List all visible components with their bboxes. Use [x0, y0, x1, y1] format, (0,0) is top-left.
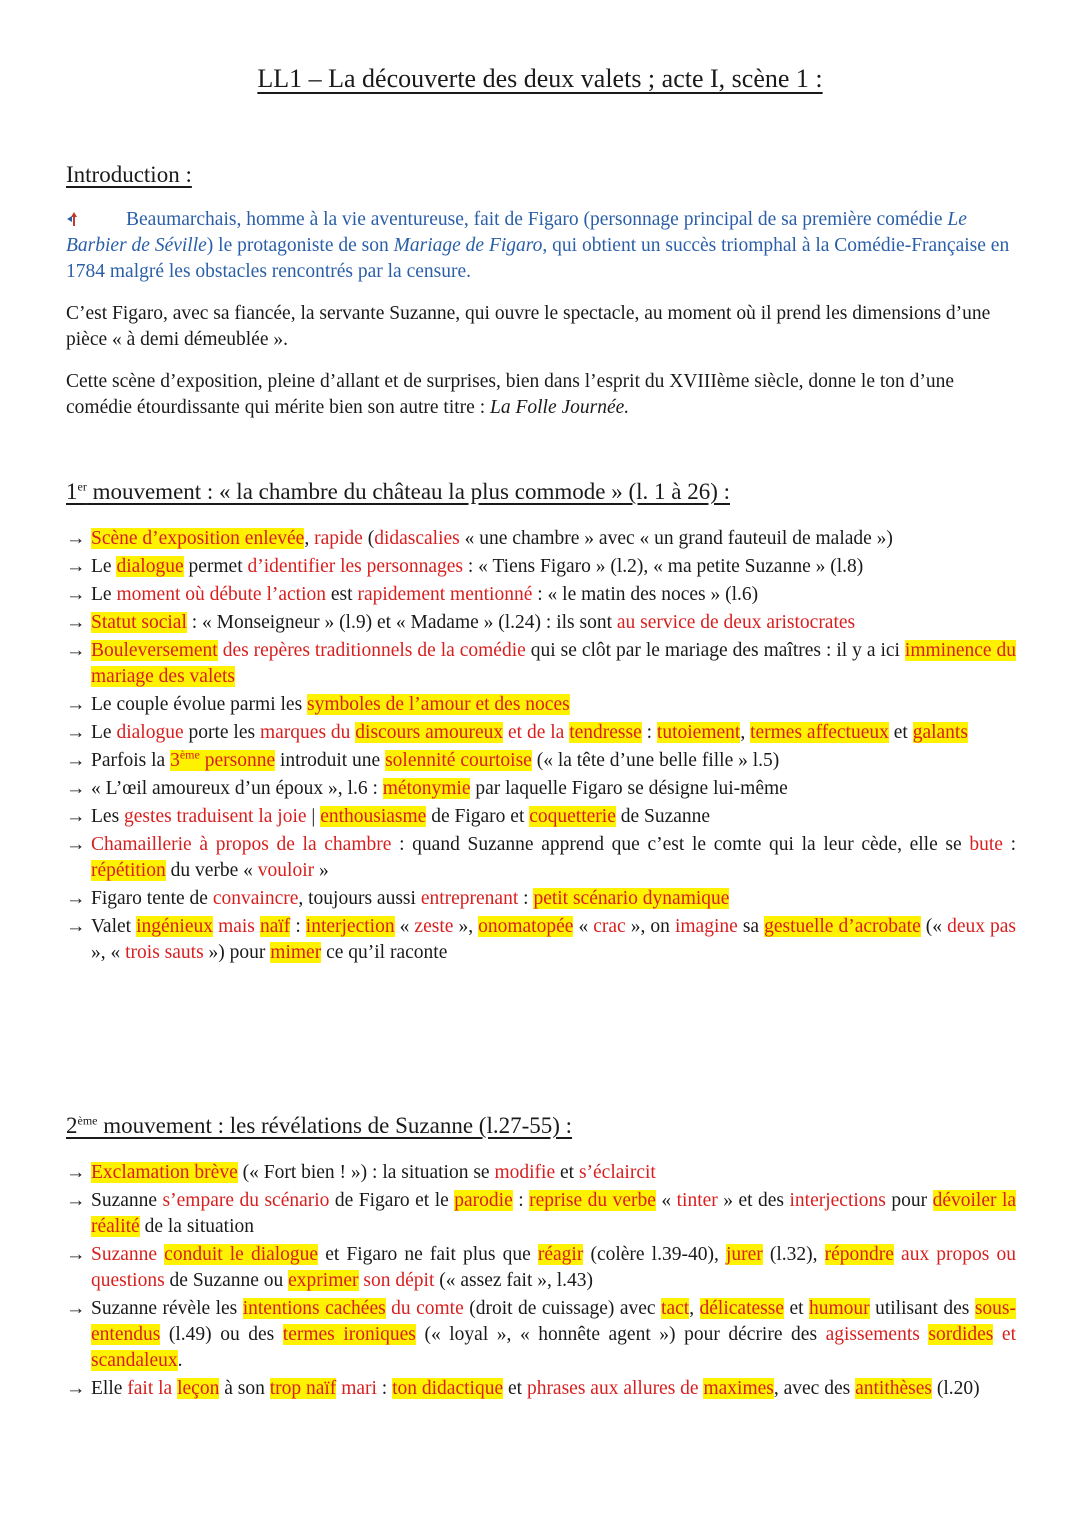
page-title: LL1 – La découverte des deux valets ; acte I, scène 1 : — [257, 64, 823, 93]
list-item: → Suzanne conduit le dialogue et Figaro ne fait plus que réagir (colère l.39-40), jurer (l.32), répondre aux propos ou questions de Suzanne ou exprimer son dépit (« assez fait », l.43) — [66, 1244, 1016, 1291]
list-item: → Bouleversement des repères traditionnels de la comédie qui se clôt par le mariage des maîtres : il y a ici imminence du mariage des valets — [66, 640, 1017, 687]
intro-paragraph-3: Cette scène d’exposition, pleine d’allant et de surprises, bien dans l’esprit du XVIIIème siècle, donne le ton d’une comédie étourdissante qui mérite bien son autre titre : La Folle Journée. — [66, 371, 955, 418]
movement-1-list — [66, 526, 1016, 968]
list-item: → Exclamation brève (« Fort bien ! ») : la situation se modifie et s’éclaircit — [66, 1162, 656, 1183]
list-item: → Statut social : « Monseigneur » (l.9) et « Madame » (l.24) : ils sont au service de deux aristocrates — [66, 612, 856, 633]
list-item: → Le moment où débute l’action est rapidement mentionné : « le matin des noces » (l.6) — [66, 584, 759, 605]
movement-2-list — [66, 1160, 1016, 1404]
movement-1-heading: 1er mouvement : « la chambre du château la plus commode » (l. 1 à 26) : — [66, 479, 730, 504]
list-item: → Suzanne s’empare du scénario de Figaro et le parodie : reprise du verbe « tinter » et des interjections pour dévoiler la réalité de la situation — [66, 1190, 1017, 1237]
list-item: → Chamaillerie à propos de la chambre : quand Suzanne apprend que c’est le comte qui la leur cède, elle se bute : répétition du verbe « vouloir » — [66, 834, 1017, 881]
list-item: → Parfois la 3ème personne introduit une solennité courtoise (« la tête d’une belle fille » l.5) — [66, 747, 780, 771]
list-item: → Scène d’exposition enlevée, rapide (didascalies « une chambre » avec « un grand fauteuil de malade ») — [66, 528, 893, 549]
intro-paragraph-2: C’est Figaro, avec sa fiancée, la servante Suzanne, qui ouvre le spectacle, au moment où il prend les dimensions d’une pièce « à demi démeublée ». — [66, 303, 991, 350]
list-item: → Le dialogue permet d’identifier les personnages : « Tiens Figaro » (l.2), « ma petite Suzanne » (l.8) — [66, 556, 864, 577]
movement-2-heading: 2ème mouvement : les révélations de Suzanne (l.27-55) : — [66, 1113, 573, 1138]
list-item: → « L’œil amoureux d’un époux », l.6 : métonymie par laquelle Figaro se désigne lui-même — [66, 778, 788, 799]
list-item: → Elle fait la leçon à son trop naïf mari : ton didactique et phrases aux allures de maximes, avec des antithèses (l.20) — [66, 1378, 980, 1399]
list-item: → Les gestes traduisent la joie | enthousiasme de Figaro et coquetterie de Suzanne — [66, 806, 711, 827]
intro-paragraph-1: Beaumarchais, homme à la vie aventureuse, fait de Figaro (personnage principal de sa première comédie Le Barbier de Séville) le protagoniste de son Mariage de Figaro, qui obtient un succès triomphal à la Comédie-Française en 1784 malgré les obstacles rencontrés par la censure. — [66, 209, 1010, 282]
list-item: → Figaro tente de convaincre, toujours aussi entreprenant : petit scénario dynamique — [66, 888, 730, 909]
intro-heading: Introduction : — [66, 162, 192, 187]
bullet-arrow-icon — [66, 207, 126, 233]
list-item: → Valet ingénieux mais naïf : interjection « zeste », onomatopée « crac », on imagine sa gestuelle d’acrobate (« deux pas », « trois sauts ») pour mimer ce qu’il raconte — [66, 916, 1017, 963]
list-item: → Le couple évolue parmi les symboles de l’amour et des noces — [66, 694, 570, 715]
list-item: → Le dialogue porte les marques du discours amoureux et de la tendresse : tutoiement, termes affectueux et galants — [66, 722, 968, 743]
list-item: → Suzanne révèle les intentions cachées du comte (droit de cuissage) avec tact, délicatesse et humour utilisant des sous-entendus (l.49) ou des termes ironiques (« loyal », « honnête agent ») pour décrire des agissements sordides et scandaleux. — [66, 1298, 1016, 1371]
